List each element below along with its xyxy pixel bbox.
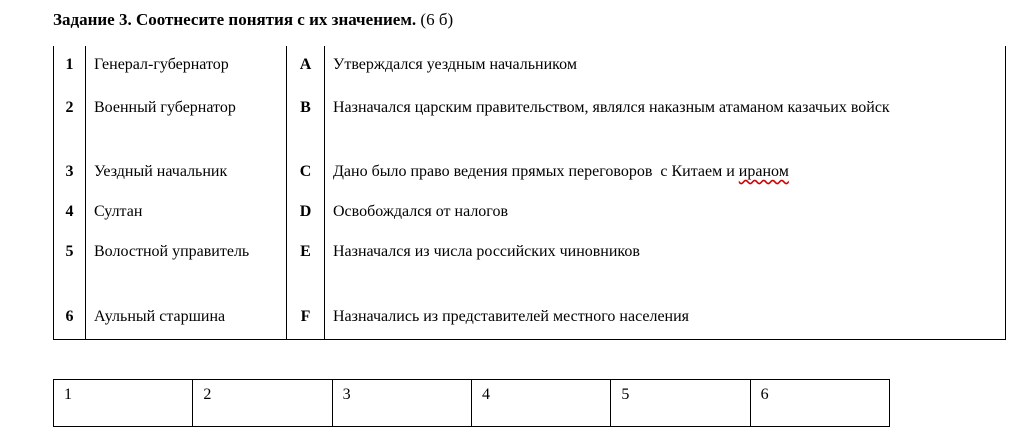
meaning-text: Дано было право ведения прямых переговоров с Китаем и xyxy=(333,163,739,180)
meaning-cell xyxy=(325,154,1006,195)
meaning-cell: Утверждался уездным начальником xyxy=(325,46,1006,90)
row-number: 2 xyxy=(54,90,86,154)
answer-cell-2[interactable]: 2 xyxy=(193,380,332,427)
concept-cell: Уездный начальник xyxy=(86,154,287,195)
table-row xyxy=(54,195,1006,234)
concept-cell: Султан xyxy=(86,195,287,234)
meaning-cell: Освобождался от налогов xyxy=(325,195,1006,234)
answer-table xyxy=(53,379,890,427)
row-number: 5 xyxy=(54,234,86,300)
concept-cell: Волостной управитель xyxy=(86,234,287,300)
letter-cell: C xyxy=(287,154,325,195)
table-row xyxy=(54,234,1006,300)
row-number: 3 xyxy=(54,154,86,195)
matching-table xyxy=(53,46,1006,340)
letter-cell: A xyxy=(287,46,325,90)
answer-cell-4[interactable]: 4 xyxy=(471,380,610,427)
table-row xyxy=(54,46,1006,90)
concept-cell: Генерал-губернатор xyxy=(86,46,287,90)
table-row xyxy=(54,300,1006,340)
concept-cell: Аульный старшина xyxy=(86,300,287,340)
concept-cell: Военный губернатор xyxy=(86,90,287,154)
meaning-cell: Назначался царским правительством, являлся наказным атаманом казачьих войск xyxy=(325,90,1006,154)
letter-cell: D xyxy=(287,195,325,234)
task-title xyxy=(53,10,453,30)
answer-cell-6[interactable]: 6 xyxy=(750,380,889,427)
answer-cell-5[interactable]: 5 xyxy=(611,380,750,427)
answer-row xyxy=(54,380,890,427)
meaning-cell: Назначался из числа российских чиновников xyxy=(325,234,1006,300)
task-title-bold: Задание 3. Соотнесите понятия с их значением. xyxy=(53,10,417,29)
row-number: 1 xyxy=(54,46,86,90)
row-number: 6 xyxy=(54,300,86,340)
answer-cell-3[interactable]: 3 xyxy=(332,380,471,427)
answer-cell-1[interactable]: 1 xyxy=(54,380,193,427)
table-row xyxy=(54,154,1006,195)
row-number: 4 xyxy=(54,195,86,234)
letter-cell: B xyxy=(287,90,325,154)
table-row xyxy=(54,90,1006,154)
letter-cell: F xyxy=(287,300,325,340)
spellcheck-underlined-word: ираном xyxy=(738,163,789,180)
meaning-cell: Назначались из представителей местного населения xyxy=(325,300,1006,340)
letter-cell: E xyxy=(287,234,325,300)
task-points: (6 б) xyxy=(420,10,454,29)
